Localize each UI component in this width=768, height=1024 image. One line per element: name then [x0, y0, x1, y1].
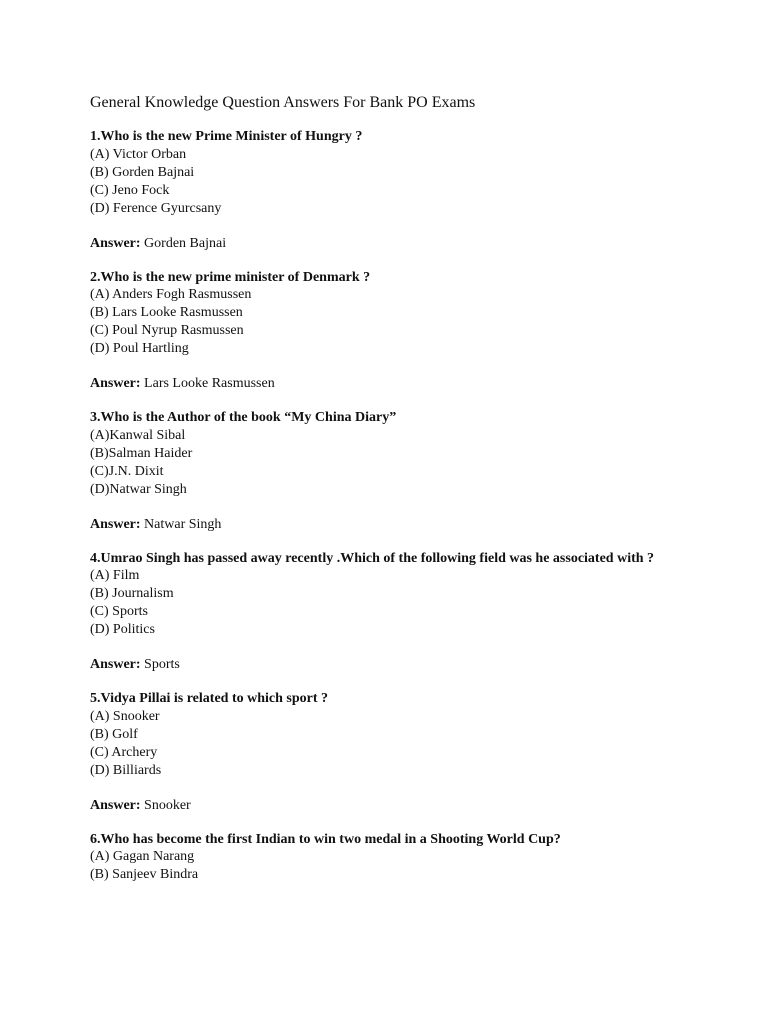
answer-line: [90, 516, 690, 534]
question-text: 1.Who is the new Prime Minister of Hungry ?: [90, 129, 363, 144]
page-title: General Knowledge Question Answers For Bank PO Exams: [90, 94, 476, 111]
option-a: (A) Victor Orban: [90, 146, 187, 162]
answer-line: [90, 375, 690, 393]
question-text: 6.Who has become the first Indian to win two medal in a Shooting World Cup?: [90, 831, 561, 847]
option-a: (A) Snooker: [90, 708, 160, 724]
option-c: (C)J.N. Dixit: [90, 463, 164, 479]
option-list: [90, 708, 690, 780]
option-b: (B) Sanjeev Bindra: [90, 867, 199, 882]
answer-value: Lars Looke Rasmussen: [144, 376, 275, 391]
option-list: [90, 286, 690, 358]
option-c: (C) Poul Nyrup Rasmussen: [90, 323, 244, 338]
question-3: [90, 409, 690, 534]
option-b: (B) Lars Looke Rasmussen: [90, 305, 243, 320]
question-4: [90, 550, 690, 675]
option-d: (D) Politics: [90, 622, 155, 637]
option-b: (B) Golf: [90, 726, 138, 742]
option-b: (B)Salman Haider: [90, 445, 193, 461]
option-d: (D) Poul Hartling: [90, 341, 189, 356]
answer-label: Answer:: [90, 657, 141, 672]
question-text: 3.Who is the Author of the book “My China Diary”: [90, 410, 397, 425]
option-b: (B) Gorden Bajnai: [90, 164, 195, 180]
answer-label: Answer:: [90, 376, 141, 391]
option-b: (B) Journalism: [90, 586, 174, 601]
option-c: (C) Archery: [90, 744, 158, 760]
answer-label: Answer:: [90, 797, 141, 813]
answer-value: Natwar Singh: [144, 516, 222, 532]
document-page: [90, 92, 690, 900]
option-a: (A) Anders Fogh Rasmussen: [90, 287, 252, 302]
option-list: [90, 567, 690, 639]
answer-label: Answer:: [90, 235, 141, 251]
question-text: 5.Vidya Pillai is related to which sport ?: [90, 691, 328, 706]
answer-value: Gorden Bajnai: [144, 235, 227, 251]
option-a: (A)Kanwal Sibal: [90, 427, 186, 443]
answer-line: [90, 656, 690, 674]
option-d: (D)Natwar Singh: [90, 481, 187, 497]
question-5: [90, 690, 690, 815]
option-list: [90, 427, 690, 499]
answer-line: [90, 797, 690, 815]
option-a: (A) Gagan Narang: [90, 849, 195, 864]
answer-label: Answer:: [90, 516, 141, 532]
question-text: 4.Umrao Singh has passed away recently .Which of the following field was he associated with ?: [90, 550, 655, 566]
question-6: [90, 831, 690, 885]
option-a: (A) Film: [90, 568, 140, 583]
answer-line: [90, 235, 690, 253]
question-2: [90, 269, 690, 394]
question-1: [90, 128, 690, 253]
answer-value: Sports: [144, 657, 180, 672]
option-d: (D) Ference Gyurcsany: [90, 200, 222, 216]
option-list: [90, 848, 690, 884]
option-d: (D) Billiards: [90, 762, 162, 778]
question-text: 2.Who is the new prime minister of Denmark ?: [90, 269, 371, 285]
option-c: (C) Sports: [90, 604, 148, 619]
option-list: [90, 146, 690, 218]
option-c: (C) Jeno Fock: [90, 182, 170, 198]
answer-value: Snooker: [144, 797, 191, 813]
